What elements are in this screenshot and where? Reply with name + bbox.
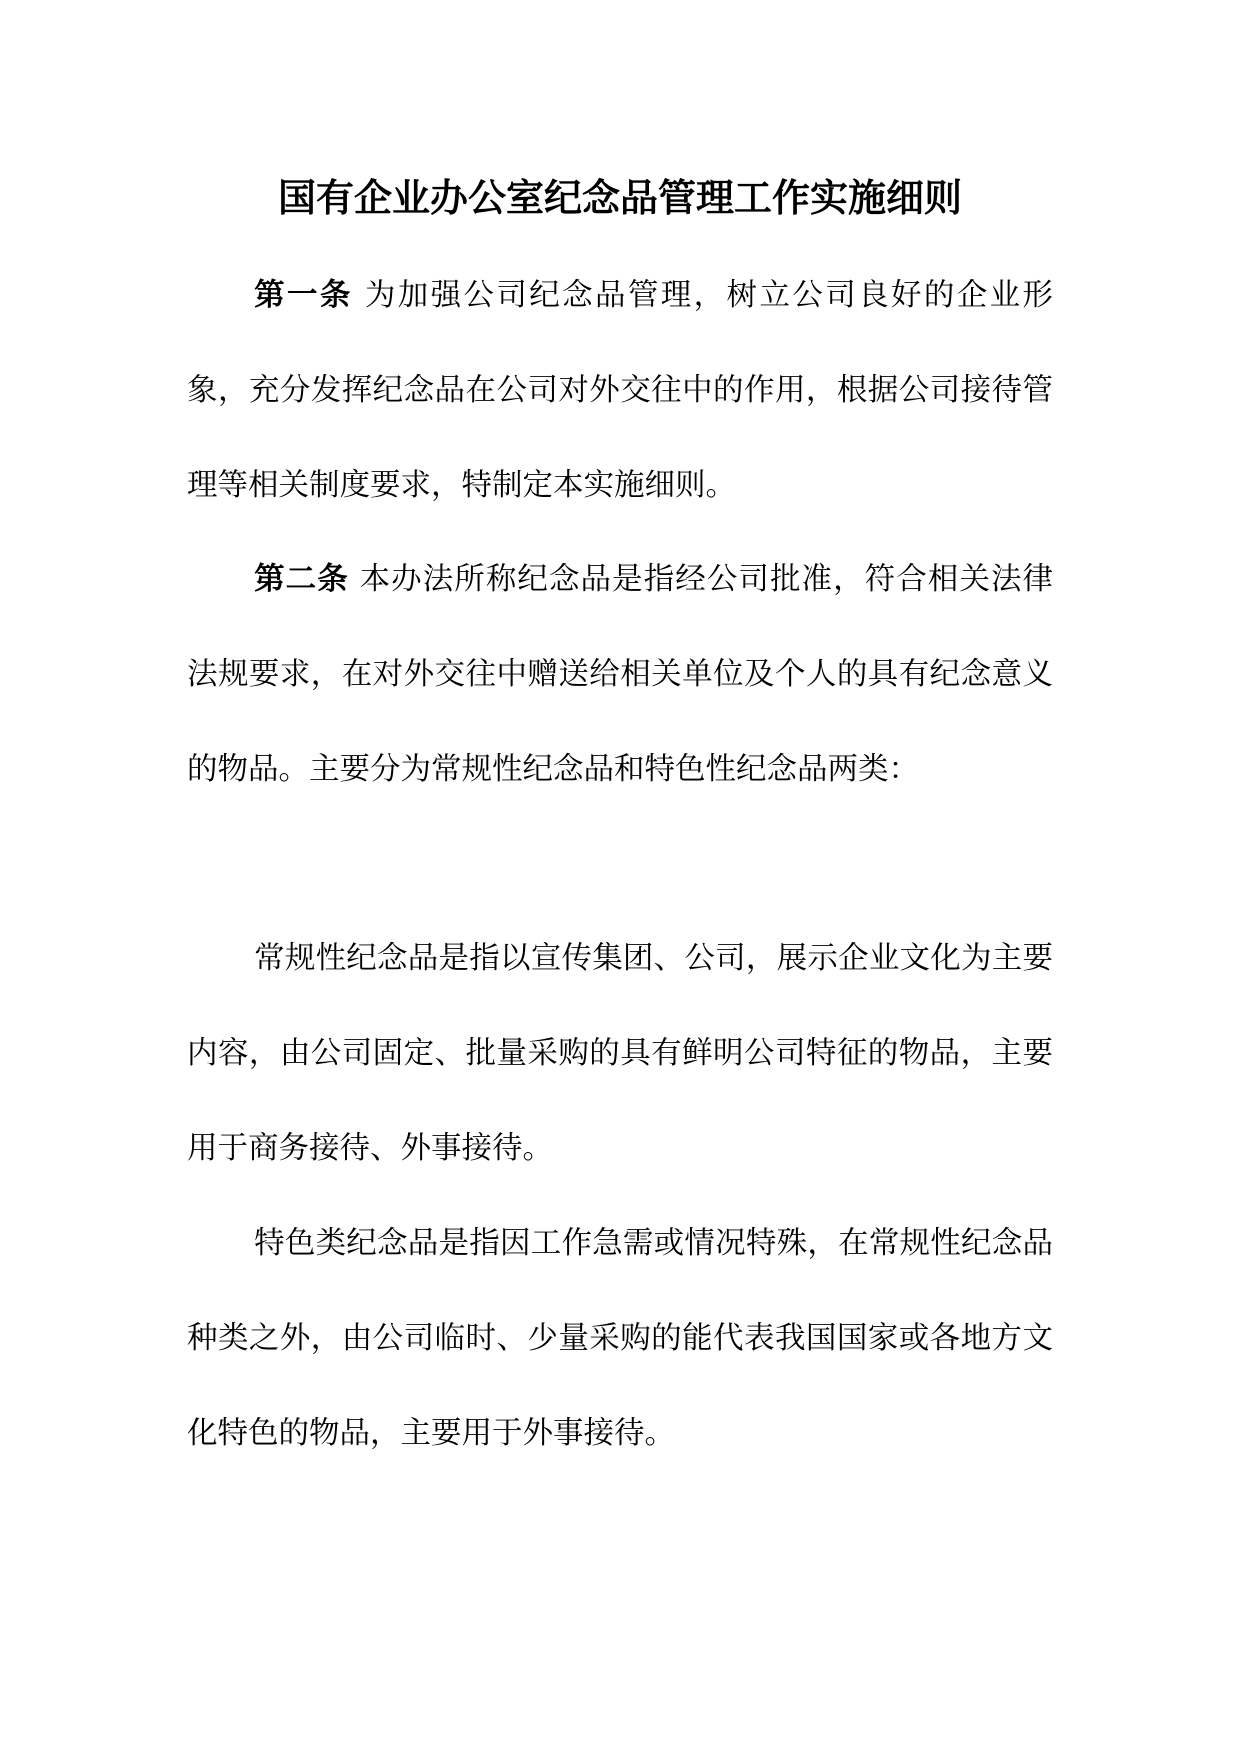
article-1-label: 第一条	[254, 278, 353, 313]
document-title: 国有企业办公室纪念品管理工作实施细则	[277, 175, 962, 220]
paragraph-special-souvenir	[187, 1196, 1053, 1481]
article-2	[187, 532, 1053, 817]
article-1-text: 为加强公司纪念品管理，树立公司良好的企业形象，充分发挥纪念品在公司对外交往中的作用，根据公司接待管理等相关制度要求，特制定本实施细则。	[187, 278, 1054, 503]
article-2-label: 第二条	[254, 562, 349, 597]
paragraph-regular-souvenir	[187, 911, 1053, 1196]
article-1	[187, 248, 1053, 533]
paragraph-regular-text: 常规性纪念品是指以宣传集团、公司，展示企业文化为主要内容，由公司固定、批量采购的具有鲜明公司特征的物品，主要用于商务接待、外事接待。	[187, 941, 1053, 1166]
article-2-text: 本办法所称纪念品是指经公司批准，符合相关法律法规要求，在对外交往中赠送给相关单位及个人的具有纪念意义的物品。主要分为常规性纪念品和特色性纪念品两类：	[187, 562, 1054, 787]
paragraph-special-text: 特色类纪念品是指因工作急需或情况特殊，在常规性纪念品种类之外，由公司临时、少量采购的能代表我国国家或各地方文化特色的物品，主要用于外事接待。	[187, 1226, 1053, 1451]
